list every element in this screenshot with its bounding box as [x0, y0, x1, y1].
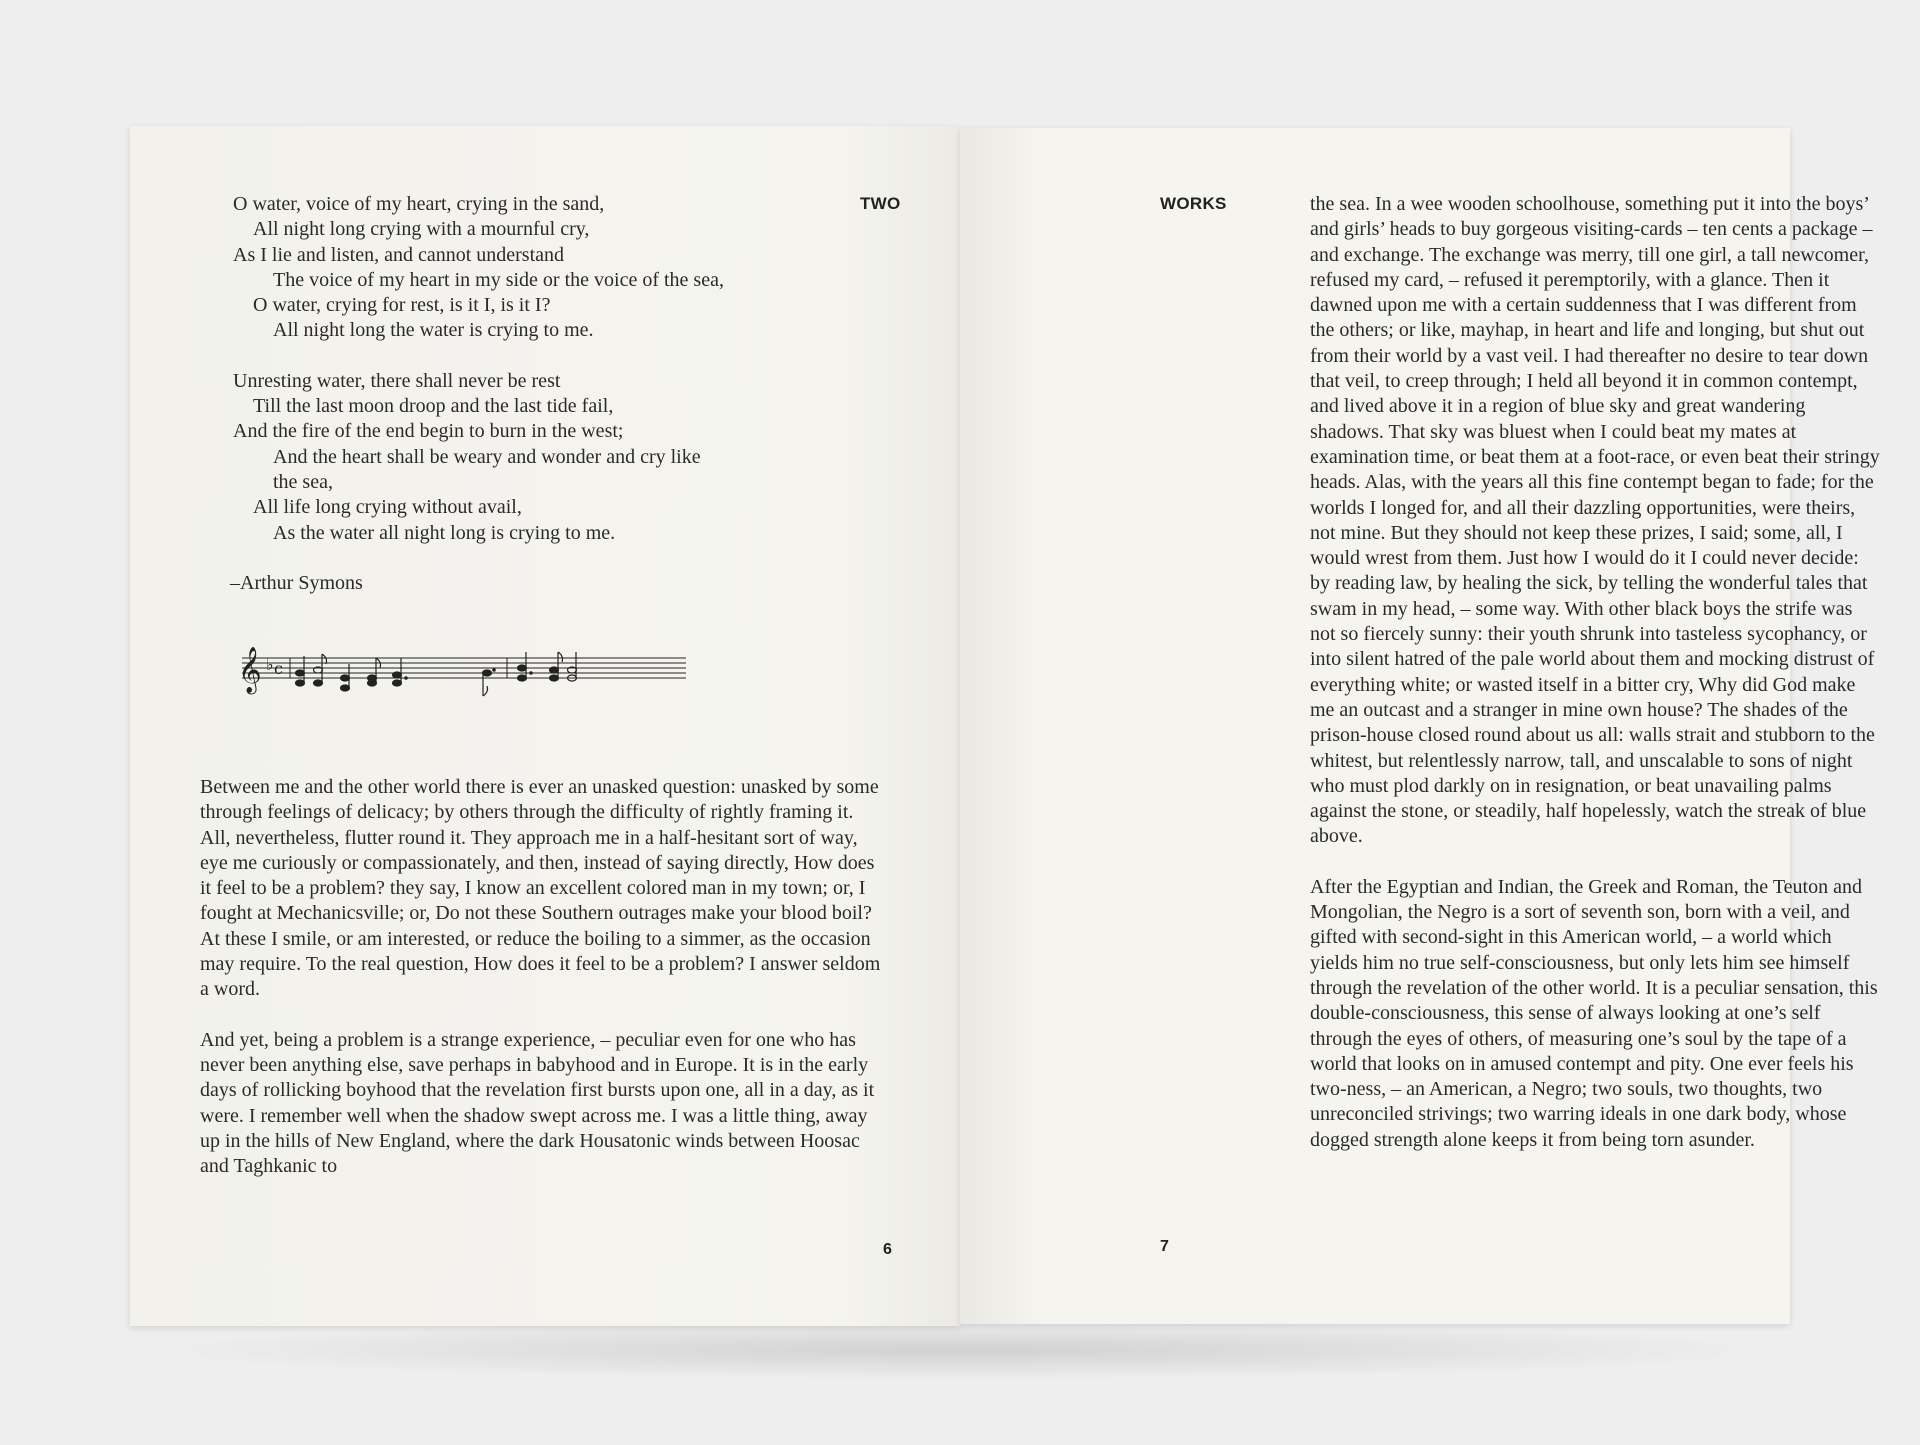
svg-text:♭: ♭	[266, 655, 274, 674]
musical-notation	[232, 626, 692, 706]
poem-attribution: –Arthur Symons	[230, 571, 363, 594]
poem-line: All life long crying without avail,	[253, 496, 522, 519]
poem	[230, 192, 793, 596]
svg-text:𝄞: 𝄞	[238, 647, 262, 693]
right-page	[960, 128, 1880, 1324]
book-spread	[130, 126, 1880, 1326]
right-paragraph-2: After the Egyptian and Indian, the Greek and Roman, the Teuton and Mongolian, the Negro is a sort of seventh son, born with a veil, and gifted with second-sight in this American world, – a world which yields him no true self-consciousness, but only lets him see himself through the revelation of the other world. It is a peculiar sensation, this double-consciousness, this sense of always looking at one’s self through the eyes of others, of measuring one’s soul by the tape of a world that looks on in amused contempt and pity. One ever feels his two-ness, – an American, a Negro; two souls, two thoughts, two unreconciled strivings; two warring ideals in one dark body, whose dogged strength alone keeps it from being torn asunder.	[1310, 875, 1878, 1151]
page-number-right: 7	[1160, 1238, 1169, 1255]
left-paragraph-2: And yet, being a problem is a strange experience, – peculiar even for one who has never been anything else, save perhaps in babyhood and in Europe. It is in the early days of rollicking boyhood that the revelation first bursts upon one, all in a day, as it were. I remember well when the shadow swept across me. I was a little thing, away up in the hills of New England, where the dark Housatonic winds between Hoosac and Taghkanic to	[200, 1028, 875, 1178]
running-header-right: WORKS	[1160, 194, 1227, 213]
book-shadow	[140, 1320, 1780, 1380]
poem-line: As I lie and listen, and cannot understand	[233, 243, 565, 266]
left-paragraph-1: Between me and the other world there is ever an unasked question: unasked by some through feelings of delicacy; by others through the difficulty of rightly framing it. All, nevertheless, flutter round it. They approach me in a half-hesitant sort of way, eye me curiously or compassionately, and then, instead of saying directly, How does it feel to be a problem? they say, I know an excellent colored man in my town; or, I fought at Mechanicsville; or, Do not these Southern outrages make your blood boil? At these I smile, or am interested, or reduce the boiling to a simmer, as the occasion may require. To the real question, How does it feel to be a problem? I answer seldom a word.	[200, 776, 881, 1001]
poem-line: Unresting water, there shall never be rest	[233, 369, 561, 392]
left-body-text	[200, 775, 882, 1204]
svg-text:c: c	[274, 659, 283, 678]
poem-stanza	[233, 192, 793, 344]
poem-stanzas	[233, 192, 793, 546]
poem-line: And the heart shall be weary and wonder and cry like	[273, 445, 701, 468]
page-number-left: 6	[883, 1241, 892, 1258]
poem-line: As the water all night long is crying to me.	[273, 521, 616, 544]
poem-line: O water, crying for rest, is it I, is it I?	[253, 294, 551, 317]
poem-line: All night long crying with a mournful cry,	[253, 218, 590, 241]
poem-line: And the fire of the end begin to burn in the west;	[233, 420, 624, 443]
poem-line: The voice of my heart in my side or the voice of the sea,	[273, 268, 724, 291]
poem-stanza	[233, 369, 793, 546]
poem-line: O water, voice of my heart, crying in the sand,	[233, 193, 605, 215]
right-body-text	[1310, 192, 1880, 1178]
poem-line: the sea,	[273, 470, 333, 493]
poem-line: All night long the water is crying to me.	[273, 319, 594, 342]
running-header-left: TWO	[860, 194, 901, 213]
right-paragraph-1: the sea. In a wee wooden schoolhouse, something put it into the boys’ and girls’ heads to buy gorgeous visiting-cards – ten cents a package – and exchange. The exchange was merry, till one girl, a tall newcomer, refused my card, – refused it peremptorily, with a glance. Then it dawned upon me with a certain suddenness that I was different from the others; or like, mayhap, in heart and life and longing, but shut out from their world by a vast veil. I had thereafter no desire to tear down that veil, to creep through; I held all beyond it in common contempt, and lived above it in a region of blue sky and great wandering shadows. That sky was bluest when I could beat my mates at examination time, or beat them at a foot-race, or even beat their stringy heads. Alas, with the years all this fine contempt began to fade; for the worlds I longed for, and all their dazzling opportunities, were theirs, not mine. But they should not keep these prizes, I said; some, all, I would wrest from them. Just how I would do it I could never decide: by reading law, by healing the sick, by telling the wonderful tales that swam in my head, – some way. With other black boys the strife was not so fiercely sunny: their youth shrunk into tasteless sycophancy, or into silent hatred of the pale world about them and mocking distrust of everything white; or wasted itself in a bitter cry, Why did God make me an outcast and a stranger in mine own house? The shades of the prison-house closed round about us all: walls strait and stubborn to the whitest, but relentlessly narrow, tall, and unscalable to sons of night who must plod darkly on in resignation, or beat unavailing palms against the stone, or steadily, half hopelessly, watch the streak of blue above.	[1310, 193, 1880, 848]
left-page	[130, 126, 960, 1326]
poem-line: Till the last moon droop and the last tide fail,	[253, 395, 614, 418]
